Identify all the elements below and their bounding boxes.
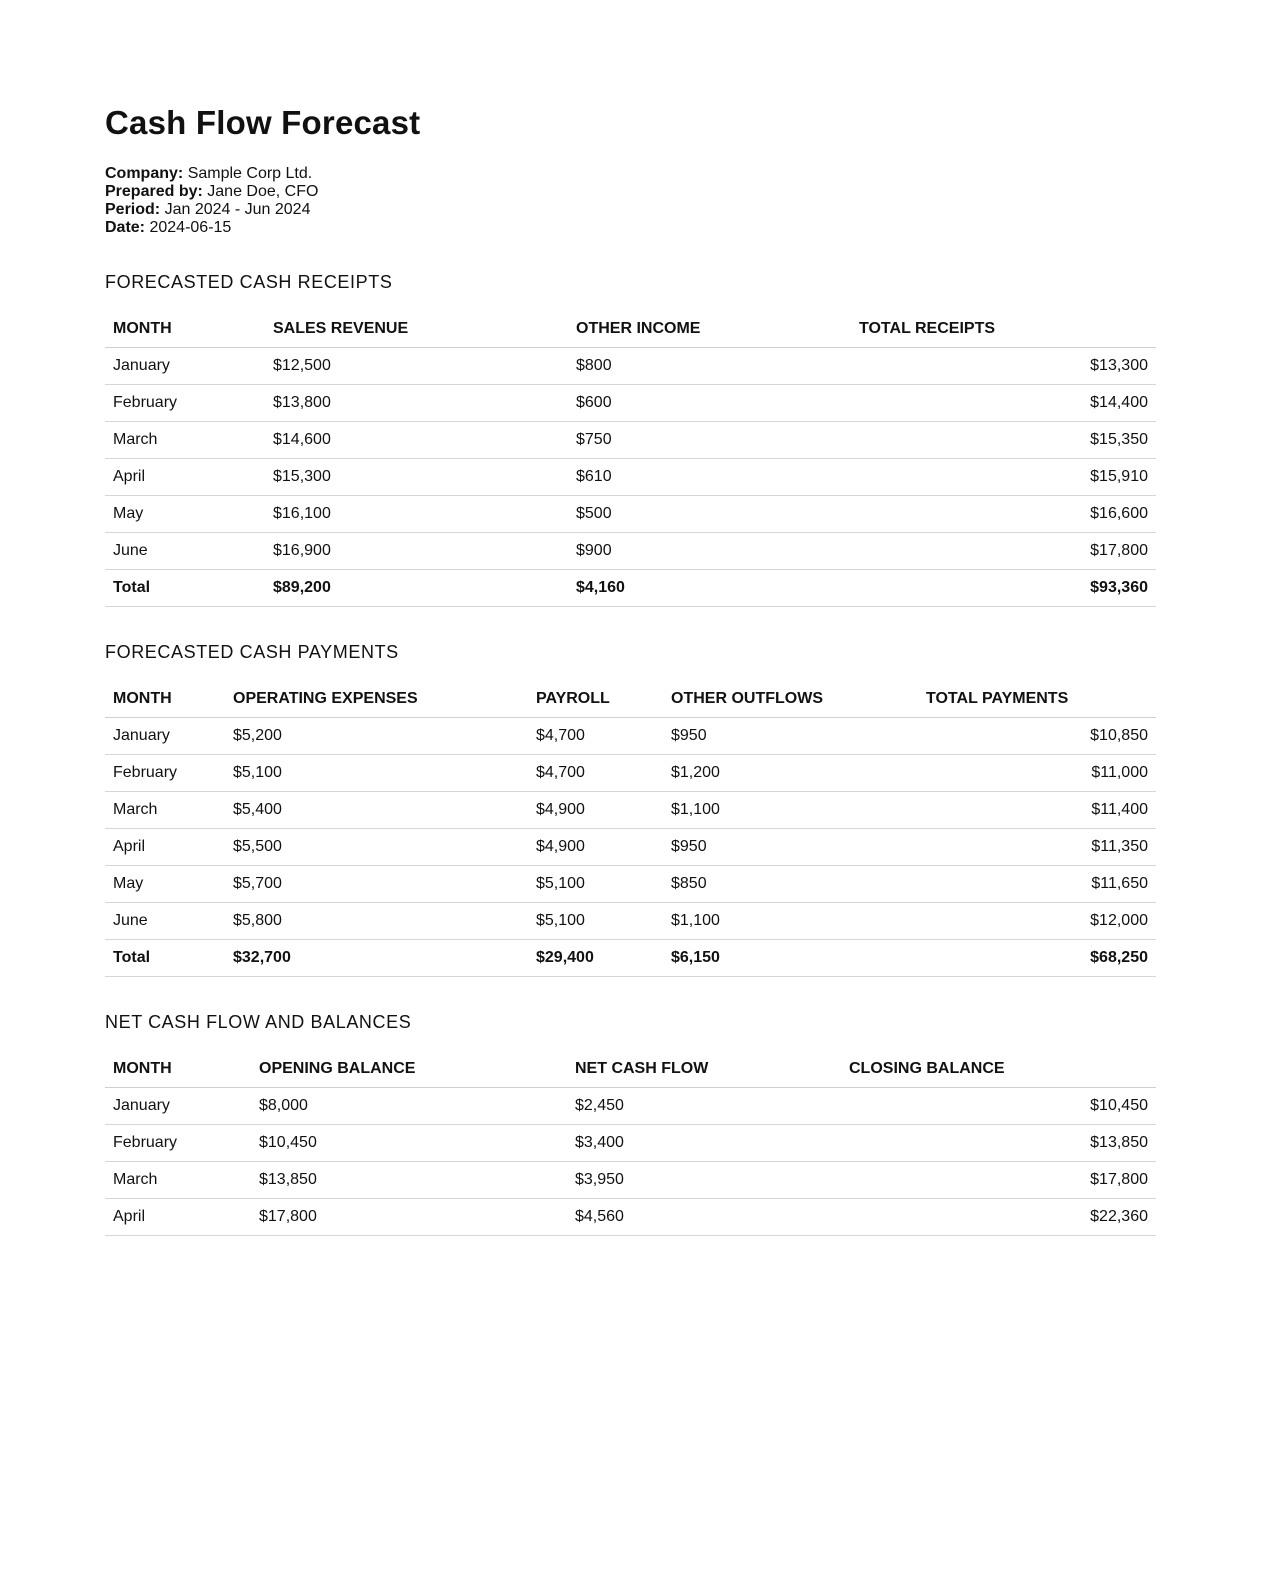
column-header: TOTAL RECEIPTS (851, 311, 1156, 348)
page-title: Cash Flow Forecast (105, 104, 421, 141)
table-row (105, 533, 1156, 570)
cell-total-payments: $11,650 (918, 866, 1156, 903)
cell-total-payments: $10,850 (918, 718, 1156, 755)
table-row (105, 422, 1156, 459)
cell-month: March (105, 422, 265, 459)
balances-table (105, 1051, 1156, 1246)
meta-value: Jane Doe, CFO (207, 183, 319, 200)
cell-total-receipts: $15,910 (851, 459, 1156, 496)
cell-total-receipts: $17,800 (851, 533, 1156, 570)
cell-payroll: $5,100 (528, 903, 663, 940)
table-row (105, 829, 1156, 866)
cell-total-receipts: $13,300 (851, 348, 1156, 385)
cell-other-income: $500 (568, 496, 851, 533)
table-row (105, 496, 1156, 533)
cell-cut-off (841, 1236, 1156, 1247)
cell-payroll: $4,700 (528, 718, 663, 755)
column-header: OPENING BALANCE (251, 1051, 567, 1088)
cell-month: February (105, 1125, 251, 1162)
table-row (105, 1199, 1156, 1236)
cell-sales-revenue: $13,800 (265, 385, 568, 422)
meta-date (105, 219, 318, 237)
cell-other-income: $750 (568, 422, 851, 459)
cell-total-payments: $11,400 (918, 792, 1156, 829)
cell-payroll: $4,900 (528, 829, 663, 866)
cell-total-operating-expenses: $32,700 (225, 940, 528, 977)
column-header: MONTH (105, 1051, 251, 1088)
cell-other-income: $610 (568, 459, 851, 496)
meta-period (105, 201, 318, 219)
cell-month: April (105, 1199, 251, 1236)
cell-sales-revenue: $14,600 (265, 422, 568, 459)
column-header: SALES REVENUE (265, 311, 568, 348)
cell-cut-off (251, 1236, 567, 1247)
cell-operating-expenses: $5,500 (225, 829, 528, 866)
cell-sales-revenue: $12,500 (265, 348, 568, 385)
cell-month: June (105, 533, 265, 570)
cell-month: January (105, 1088, 251, 1125)
cell-total-payments: $12,000 (918, 903, 1156, 940)
cell-total-other-outflows: $6,150 (663, 940, 918, 977)
meta-key: Date: (105, 219, 146, 236)
column-header: OTHER OUTFLOWS (663, 681, 918, 718)
receipts-table (105, 311, 1156, 607)
table-row (105, 1125, 1156, 1162)
cell-sales-revenue: $15,300 (265, 459, 568, 496)
cell-other-outflows: $850 (663, 866, 918, 903)
table-total-row (105, 570, 1156, 607)
cell-closing-balance: $22,360 (841, 1199, 1156, 1236)
table-row (105, 348, 1156, 385)
cell-closing-balance: $13,850 (841, 1125, 1156, 1162)
cell-sales-revenue: $16,900 (265, 533, 568, 570)
meta-key: Prepared by: (105, 183, 203, 200)
cell-cut-off (567, 1236, 841, 1247)
cell-operating-expenses: $5,200 (225, 718, 528, 755)
table-header-row (105, 681, 1156, 718)
cell-month: June (105, 903, 225, 940)
cell-other-outflows: $950 (663, 718, 918, 755)
cell-opening-balance: $13,850 (251, 1162, 567, 1199)
cell-other-outflows: $1,200 (663, 755, 918, 792)
cell-opening-balance: $8,000 (251, 1088, 567, 1125)
cell-net-cash-flow: $4,560 (567, 1199, 841, 1236)
cell-other-income: $800 (568, 348, 851, 385)
cell-total-receipts: $15,350 (851, 422, 1156, 459)
cell-month: May (105, 496, 265, 533)
cell-total-label: Total (105, 570, 265, 607)
column-header: MONTH (105, 311, 265, 348)
cell-month: May (105, 866, 225, 903)
table-row (105, 792, 1156, 829)
table-row (105, 718, 1156, 755)
cell-payroll: $4,900 (528, 792, 663, 829)
section-title-receipts: FORECASTED CASH RECEIPTS (105, 272, 393, 292)
cell-operating-expenses: $5,700 (225, 866, 528, 903)
meta-value: 2024-06-15 (149, 219, 232, 236)
column-header: OTHER INCOME (568, 311, 851, 348)
cell-total-receipts: $16,600 (851, 496, 1156, 533)
table-row (105, 459, 1156, 496)
cell-month: April (105, 829, 225, 866)
cell-total-total-receipts: $93,360 (851, 570, 1156, 607)
cell-other-outflows: $1,100 (663, 903, 918, 940)
cell-net-cash-flow: $3,400 (567, 1125, 841, 1162)
document-meta (105, 165, 318, 237)
table-header-row (105, 1051, 1156, 1088)
meta-value: Sample Corp Ltd. (187, 165, 313, 182)
column-header: CLOSING BALANCE (841, 1051, 1156, 1088)
column-header: TOTAL PAYMENTS (918, 681, 1156, 718)
section-title-balances: NET CASH FLOW AND BALANCES (105, 1012, 412, 1032)
cell-closing-balance: $17,800 (841, 1162, 1156, 1199)
cell-net-cash-flow: $2,450 (567, 1088, 841, 1125)
cell-cut-off (105, 1236, 251, 1247)
table-row-cut-off (105, 1236, 1156, 1247)
cell-month: April (105, 459, 265, 496)
payments-table (105, 681, 1156, 977)
cell-month: February (105, 755, 225, 792)
meta-value: Jan 2024 - Jun 2024 (164, 201, 311, 218)
table-row (105, 1088, 1156, 1125)
meta-key: Company: (105, 165, 184, 182)
cell-total-other-income: $4,160 (568, 570, 851, 607)
meta-key: Period: (105, 201, 161, 218)
cell-operating-expenses: $5,800 (225, 903, 528, 940)
cell-total-sales-revenue: $89,200 (265, 570, 568, 607)
cell-total-payments: $11,350 (918, 829, 1156, 866)
column-header: NET CASH FLOW (567, 1051, 841, 1088)
cell-other-outflows: $950 (663, 829, 918, 866)
meta-company (105, 165, 318, 183)
cell-other-income: $900 (568, 533, 851, 570)
cell-total-label: Total (105, 940, 225, 977)
table-row (105, 755, 1156, 792)
cell-month: March (105, 792, 225, 829)
meta-prepared-by (105, 183, 318, 201)
cell-sales-revenue: $16,100 (265, 496, 568, 533)
cell-month: March (105, 1162, 251, 1199)
cell-operating-expenses: $5,100 (225, 755, 528, 792)
table-row (105, 866, 1156, 903)
section-title-payments: FORECASTED CASH PAYMENTS (105, 642, 399, 662)
table-row (105, 1162, 1156, 1199)
column-header: PAYROLL (528, 681, 663, 718)
cell-closing-balance: $10,450 (841, 1088, 1156, 1125)
cell-net-cash-flow: $3,950 (567, 1162, 841, 1199)
table-row (105, 903, 1156, 940)
cell-total-receipts: $14,400 (851, 385, 1156, 422)
cell-payroll: $5,100 (528, 866, 663, 903)
table-row (105, 385, 1156, 422)
cell-total-payroll: $29,400 (528, 940, 663, 977)
column-header: OPERATING EXPENSES (225, 681, 528, 718)
cell-total-total-payments: $68,250 (918, 940, 1156, 977)
table-total-row (105, 940, 1156, 977)
cell-other-outflows: $1,100 (663, 792, 918, 829)
column-header: MONTH (105, 681, 225, 718)
cell-opening-balance: $17,800 (251, 1199, 567, 1236)
cell-operating-expenses: $5,400 (225, 792, 528, 829)
cell-total-payments: $11,000 (918, 755, 1156, 792)
cell-month: January (105, 718, 225, 755)
cell-payroll: $4,700 (528, 755, 663, 792)
cell-month: February (105, 385, 265, 422)
cell-opening-balance: $10,450 (251, 1125, 567, 1162)
cell-month: January (105, 348, 265, 385)
cell-other-income: $600 (568, 385, 851, 422)
table-header-row (105, 311, 1156, 348)
